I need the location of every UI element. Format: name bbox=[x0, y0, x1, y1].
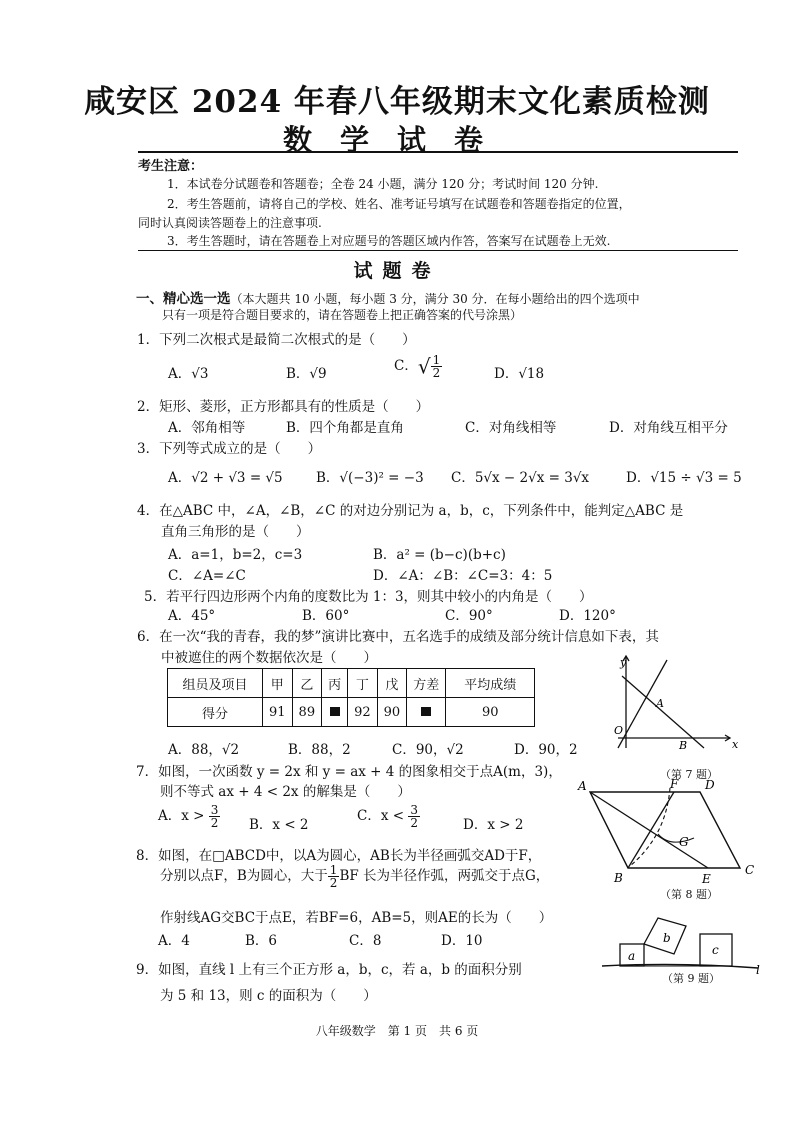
fig9-label-c: c bbox=[712, 943, 719, 957]
q4-option-c: C．∠A=∠C bbox=[168, 568, 246, 584]
q8-stem-2: 分别以点F，B为圆心，大于 $\frac{1}{2}$ BF 长为半径作弧，两弧交于点G， bbox=[160, 863, 550, 890]
q8-option-a: A．4 bbox=[158, 933, 190, 949]
table-header-row bbox=[168, 669, 535, 698]
q1-stem: 1．下列二次根式是最简二次根式的是（ ） bbox=[137, 332, 416, 348]
fig8-label-d: D bbox=[705, 778, 715, 792]
q6-option-a: A．88，√2 bbox=[168, 742, 240, 758]
q5-option-a: A．45° bbox=[168, 608, 216, 624]
exam-subtitle: 数学试卷 bbox=[282, 123, 511, 157]
q4-option-d: D．∠A：∠B：∠C=3：4：5 bbox=[373, 568, 553, 584]
q8-option-b: B．6 bbox=[245, 933, 278, 949]
table-cell: 90 bbox=[446, 698, 535, 727]
q7-option-c-label: C．x < bbox=[357, 808, 405, 824]
q1-option-a: A．√3 bbox=[168, 366, 209, 382]
exam-title: 咸安区 2024 年春八年级期末文化素质检测 bbox=[84, 84, 710, 120]
q6-stem-2: 中被遮住的两个数据依次是（ ） bbox=[161, 650, 377, 666]
fig7-label-x: x bbox=[732, 738, 739, 751]
table-header-cell: 丙 bbox=[322, 669, 348, 698]
fig7-label-y: y bbox=[620, 656, 627, 669]
q4-stem-2: 直角三角形的是（ ） bbox=[161, 524, 310, 540]
part1-heading-line bbox=[136, 287, 640, 307]
fig9-label-l: l bbox=[756, 963, 760, 977]
q5-option-c: C．90° bbox=[445, 608, 493, 624]
q5-option-d: D．120° bbox=[559, 608, 616, 624]
q6-option-b: B．88，2 bbox=[288, 742, 351, 758]
q6-option-d: D．90，2 bbox=[514, 742, 578, 758]
q6-stem-1: 6．在一次“我的青春，我的梦”演讲比赛中，五名选手的成绩及部分统计信息如下表，其 bbox=[137, 629, 659, 645]
notice-rule bbox=[138, 250, 738, 251]
fig8-label-c: C bbox=[745, 863, 755, 877]
q2-stem: 2．矩形、菱形，正方形都具有的性质是（ ） bbox=[137, 399, 430, 415]
fig8-label-e: E bbox=[702, 872, 711, 884]
q7-stem-2: 则不等式 ax + 4 < 2x 的解集是（ ） bbox=[160, 784, 411, 800]
table-header-cell: 戊 bbox=[377, 669, 407, 698]
q3-option-a: A．√2 + √3 = √5 bbox=[168, 470, 283, 486]
header-rule bbox=[138, 151, 738, 153]
fig7-label-a: A bbox=[656, 697, 664, 710]
q8-half-fraction: $\frac{1}{2}$ bbox=[329, 863, 338, 890]
q1-option-c-label: C． bbox=[394, 358, 418, 374]
q7-option-a-fraction: $\frac{3}{2}$ bbox=[210, 803, 219, 830]
fig8-label-g: G bbox=[679, 835, 689, 849]
ray-ag bbox=[590, 792, 708, 868]
parallelogram-abcd bbox=[590, 792, 740, 868]
fig7-label-o: O bbox=[614, 724, 624, 737]
notice-item-1: 1．本试卷分试题卷和答题卷；全卷 24 小题，满分 120 分；考试时间 120 分钟. bbox=[167, 177, 599, 191]
part1-desc1: （本大题共 10 小题，每小题 3 分，满分 30 分．在每小题给出的四个选项中 bbox=[230, 292, 640, 306]
q4-stem-1: 4．在△ABC 中，∠A，∠B，∠C 的对边分别记为 a，b，c，下列条件中，能判定△ABC 是 bbox=[137, 503, 684, 519]
table-cell: 90 bbox=[377, 698, 407, 727]
q3-option-c: C．5√x − 2√x = 3√x bbox=[451, 470, 590, 486]
section-title: 试题卷 bbox=[353, 260, 441, 282]
table-header-cell: 乙 bbox=[292, 669, 322, 698]
q7-option-a-label: A．x > bbox=[158, 808, 205, 824]
fig7-caption: （第 7 题） bbox=[660, 768, 718, 781]
fig9-label-a: a bbox=[628, 949, 636, 963]
q9-stem-1: 9．如图，直线 l 上有三个正方形 a，b，c，若 a，b 的面积分别 bbox=[136, 962, 522, 978]
fig8-label-a: A bbox=[578, 779, 587, 793]
q3-stem: 3．下列等式成立的是（ ） bbox=[137, 441, 322, 457]
table-cell: 92 bbox=[348, 698, 378, 727]
table-row bbox=[168, 698, 535, 727]
q3-option-b: B．√(−3)² = −3 bbox=[316, 470, 424, 486]
q8-stem-1: 8．如图，在□ABCD中，以A为圆心，AB长为半径画弧交AD于F， bbox=[136, 848, 542, 864]
q8-option-c: C．8 bbox=[349, 933, 382, 949]
hidden-value-block bbox=[330, 707, 340, 716]
part1-heading: 一、精心选一选 bbox=[136, 291, 231, 307]
segment-bf bbox=[628, 792, 674, 868]
notice-item-3: 3．考生答题时，请在答题卷上对应题号的答题区域内作答，答案写在试题卷上无效. bbox=[167, 234, 611, 248]
q7-stem-1: 7．如图，一次函数 y = 2x 和 y = ax + 4 的图象相交于点A(m，3)， bbox=[136, 764, 562, 780]
q1-option-b: B．√9 bbox=[286, 366, 327, 382]
fig7-label-b: B bbox=[679, 739, 688, 752]
fig9-label-b: b bbox=[663, 931, 671, 945]
page-footer: 八年级数学 第 1 页 共 6 页 bbox=[315, 1024, 479, 1038]
q7-option-b: B．x < 2 bbox=[249, 817, 309, 833]
q6-option-c: C．90，√2 bbox=[392, 742, 464, 758]
line-y-ax-4 bbox=[622, 676, 704, 748]
q1-option-c-fraction: $\frac{1}{2}$ bbox=[432, 353, 441, 380]
notice-item-2-cont: 同时认真阅读答题卷上的注意事项. bbox=[138, 216, 322, 230]
fig8-label-f: F bbox=[670, 777, 679, 791]
figure-7 bbox=[612, 652, 742, 762]
table-cell: 89 bbox=[292, 698, 322, 727]
q5-stem: 5．若平行四边形两个内角的度数比为 1：3，则其中较小的内角是（ ） bbox=[144, 589, 593, 605]
table-cell-hidden bbox=[322, 698, 348, 727]
part1-desc2: 只有一项是符合题目要求的，请在答题卷上把正确答案的代号涂黑） bbox=[162, 308, 523, 322]
table-header-cell: 平均成绩 bbox=[446, 669, 535, 698]
q7-option-d: D．x > 2 bbox=[463, 817, 524, 833]
fig8-label-b: B bbox=[614, 871, 623, 884]
q3-option-d: D．√15 ÷ √3 = 5 bbox=[626, 470, 742, 486]
figure-9 bbox=[600, 908, 770, 978]
table-cell: 得分 bbox=[168, 698, 263, 727]
table-header-cell: 甲 bbox=[263, 669, 293, 698]
q2-option-d: D．对角线互相平分 bbox=[609, 420, 728, 436]
notice-item-2: 2．考生答题前，请将自己的学校、姓名、准考证号填写在试题卷和答题卷指定的位置， bbox=[167, 197, 631, 211]
table-cell: 91 bbox=[263, 698, 293, 727]
fig9-caption: （第 9 题） bbox=[662, 972, 720, 985]
table-header-cell: 方差 bbox=[407, 669, 446, 698]
q8-stem-3: 作射线AG交BC于点E，若BF=6，AB=5，则AE的长为（ ） bbox=[160, 910, 553, 926]
q1-option-c: C．√ $\frac{1}{2}$ bbox=[394, 353, 441, 380]
hidden-value-block bbox=[421, 707, 431, 716]
q1-option-d: D．√18 bbox=[494, 366, 545, 382]
notice-heading: 考生注意： bbox=[138, 159, 204, 174]
fig8-caption: （第 8 题） bbox=[660, 888, 718, 901]
table-header-cell: 组员及项目 bbox=[168, 669, 263, 698]
q4-option-b: B．a² = (b−c)(b+c) bbox=[373, 547, 506, 563]
q7-option-c bbox=[357, 804, 420, 829]
figure-8 bbox=[574, 776, 764, 884]
q2-option-a: A．邻角相等 bbox=[168, 420, 246, 436]
q7-option-a bbox=[158, 804, 220, 829]
arc-intersection bbox=[658, 834, 694, 842]
q7-option-c-fraction: $\frac{3}{2}$ bbox=[410, 803, 418, 830]
q9-stem-2: 为 5 和 13，则 c 的面积为（ ） bbox=[160, 988, 377, 1004]
q2-option-c: C．对角线相等 bbox=[465, 420, 557, 436]
table-header-cell: 丁 bbox=[348, 669, 378, 698]
q4-option-a: A．a=1，b=2，c=3 bbox=[168, 547, 303, 563]
table-cell-hidden bbox=[407, 698, 446, 727]
q8-option-d: D．10 bbox=[441, 933, 483, 949]
q2-option-b: B．四个角都是直角 bbox=[286, 420, 404, 436]
q5-option-b: B．60° bbox=[302, 608, 350, 624]
q6-score-table bbox=[167, 668, 535, 727]
